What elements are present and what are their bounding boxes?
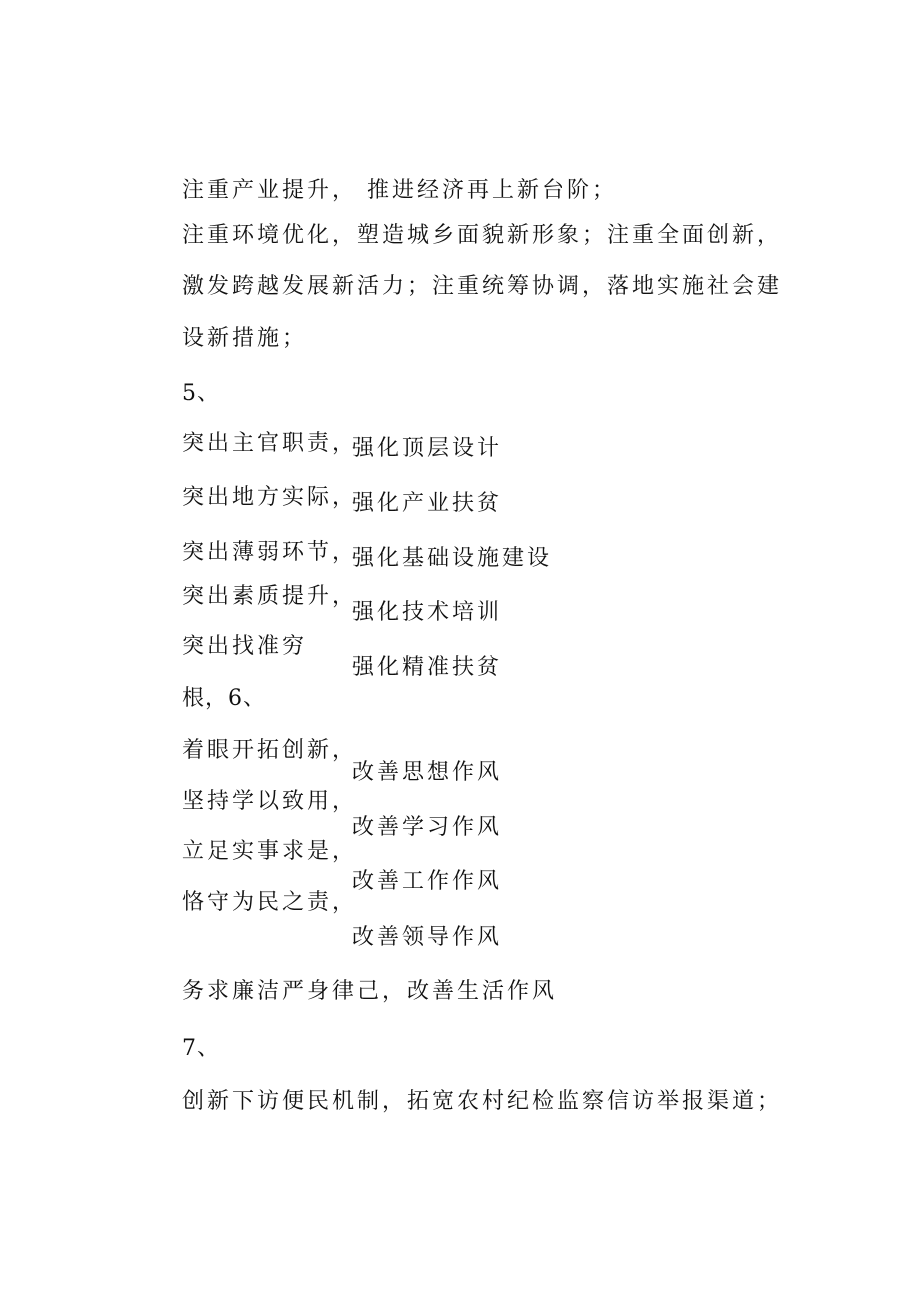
section5-heading: 5、 [182, 381, 220, 406]
section6-left-3: 立足实事求是， [182, 839, 358, 864]
section6-heading: 根，6、 [182, 686, 266, 711]
section5-right-3: 强化基础设施建设 [352, 546, 553, 571]
section5-right-5: 强化精准扶贫 [352, 655, 503, 680]
section5-left-4: 突出素质提升， [182, 584, 358, 609]
section5-left-5: 突出找准穷 [182, 634, 308, 659]
section5-right-4: 强化技术培训 [352, 600, 503, 625]
section6-left-4: 恪守为民之责， [182, 890, 358, 915]
section4-line-3: 激发跨越发展新活力；注重统筹协调，落地实施社会建 [182, 274, 783, 299]
section5-left-2: 突出地方实际， [182, 485, 358, 510]
section4-line-2: 注重环境优化，塑造城乡面貌新形象；注重全面创新， [182, 223, 783, 248]
section5-left-1: 突出主官职责， [182, 431, 358, 456]
section4-line-4: 设新措施； [182, 326, 308, 351]
section7-line-1: 创新下访便民机制，拓宽农村纪检监察信访举报渠道； [182, 1089, 783, 1114]
section5-right-1: 强化顶层设计 [352, 436, 503, 461]
section6-right-1: 改善思想作风 [352, 760, 503, 785]
section6-right-3: 改善工作作风 [352, 869, 503, 894]
section7-heading: 7、 [182, 1036, 220, 1061]
section6-closing: 务求廉洁严身律己，改善生活作风 [182, 979, 558, 1004]
section6-right-4: 改善领导作风 [352, 925, 503, 950]
section5-left-3: 突出薄弱环节， [182, 540, 358, 565]
section6-left-2: 坚持学以致用， [182, 789, 358, 814]
section4-line-1: 注重产业提升， 推进经济再上新台阶； [182, 178, 617, 203]
section6-left-1: 着眼开拓创新， [182, 738, 358, 763]
section6-right-2: 改善学习作风 [352, 815, 503, 840]
section5-right-2: 强化产业扶贫 [352, 491, 503, 516]
